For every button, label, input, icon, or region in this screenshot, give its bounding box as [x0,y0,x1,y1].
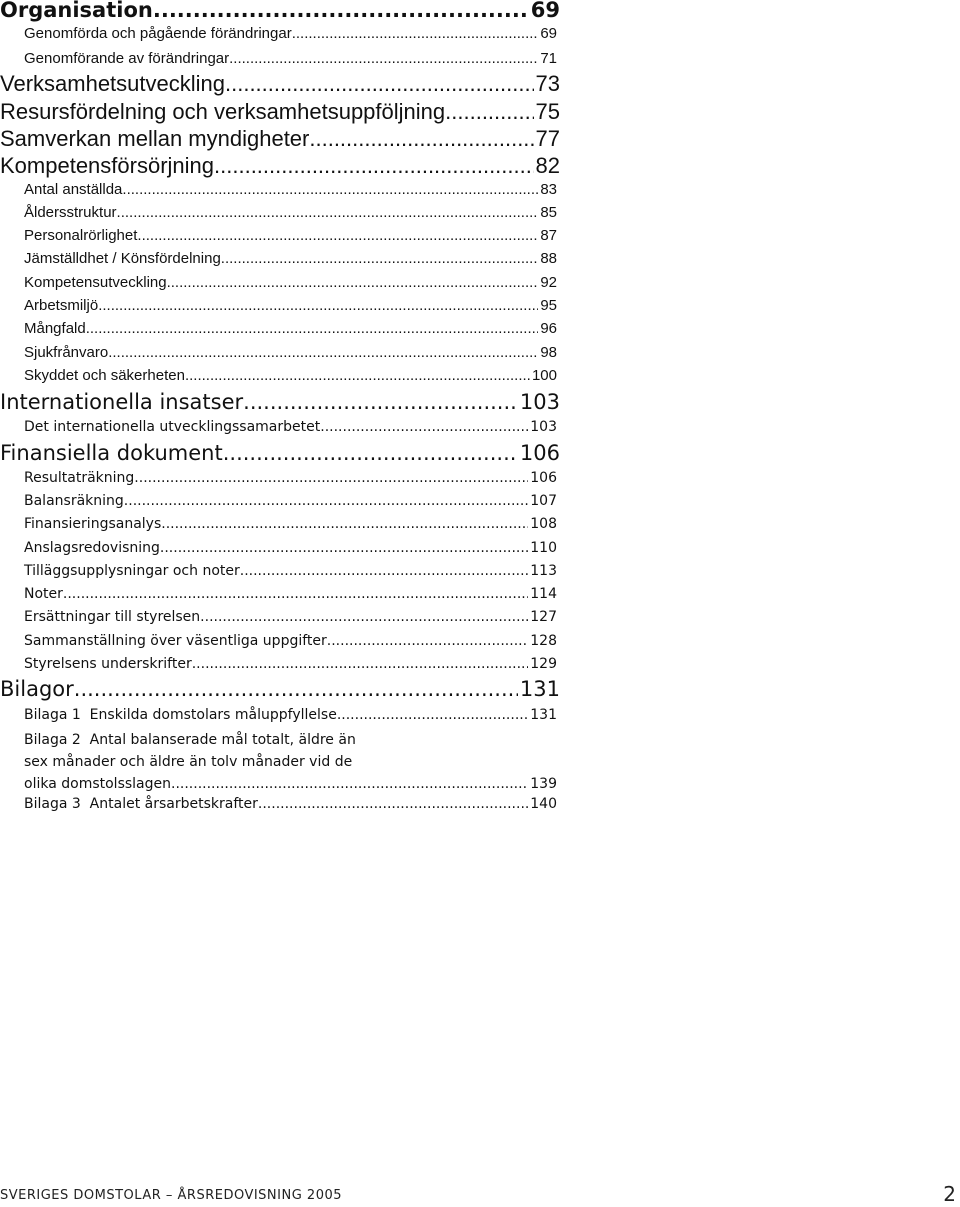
toc-item[interactable]: Mångfald ..... 96 [24,320,557,337]
toc-heading[interactable]: Kompetensförsörjning ..... 82 [0,153,560,179]
toc-item[interactable]: Jämställdhet / Könsfördelning ..... 88 [24,250,557,267]
toc-item[interactable]: Anslagsredovisning ..... 110 [24,540,557,556]
toc-item[interactable]: Sjukfrånvaro ..... 98 [24,344,557,361]
toc-item[interactable]: Resultaträkning ..... 106 [24,470,557,486]
toc-heading[interactable]: Internationella insatser ..... 103 [0,390,560,414]
toc-heading[interactable]: Finansiella dokument ..... 106 [0,441,560,465]
toc-item[interactable]: Ersättningar till styrelsen ..... 127 [24,609,557,625]
toc-item[interactable]: Finansieringsanalys ..... 108 [24,516,557,532]
toc-item[interactable]: Styrelsens underskrifter ..... 129 [24,656,557,672]
toc-heading[interactable]: Resursfördelning och verksamhetsuppföljning ..... 75 [0,99,560,125]
toc-item-bilaga-2[interactable]: Bilaga 2 Antal balanserade mål totalt, äldre än sex månader och äldre än tolv månader vid de olika domstolsslagen ..... 139 [24,729,557,795]
toc-item[interactable]: Personalrörlighet ..... 87 [24,227,557,244]
toc-item[interactable]: Genomförande av förändringar ..... 71 [24,50,557,67]
toc-heading-organisation[interactable]: Organisation ..... 69 [0,0,560,22]
page-number: 2 [943,1182,956,1206]
toc-item[interactable]: Balansräkning ..... 107 [24,493,557,509]
footer-title: SVERIGES DOMSTOLAR – ÅRSREDOVISNING 2005 [0,1188,343,1203]
toc-item[interactable]: Arbetsmiljö ..... 95 [24,297,557,314]
toc-item[interactable]: Bilaga 1 Enskilda domstolars måluppfyllelse ..... 131 [24,707,557,723]
toc-heading[interactable]: Verksamhetsutveckling ..... 73 [0,71,560,97]
toc-item[interactable]: Kompetensutveckling ..... 92 [24,274,557,291]
toc-item[interactable]: Noter ..... 114 [24,586,557,602]
toc-heading[interactable]: Bilagor ..... 131 [0,677,560,701]
toc-item[interactable]: Det internationella utvecklingssamarbetet ..... 103 [24,419,557,435]
toc-item[interactable]: Åldersstruktur ..... 85 [24,204,557,221]
toc-heading[interactable]: Samverkan mellan myndigheter ..... 77 [0,126,560,152]
toc-item[interactable]: Tilläggsupplysningar och noter ..... 113 [24,563,557,579]
toc-item[interactable]: Skyddet och säkerheten ..... 100 [24,367,557,384]
toc-item[interactable]: Sammanställning över väsentliga uppgifter ..... 128 [24,633,557,649]
toc-item[interactable]: Genomförda och pågående förändringar ..... 69 [24,25,557,42]
toc-item[interactable]: Antal anställda ..... 83 [24,181,557,198]
toc-item[interactable]: Bilaga 3 Antalet årsarbetskrafter ..... 140 [24,796,557,812]
